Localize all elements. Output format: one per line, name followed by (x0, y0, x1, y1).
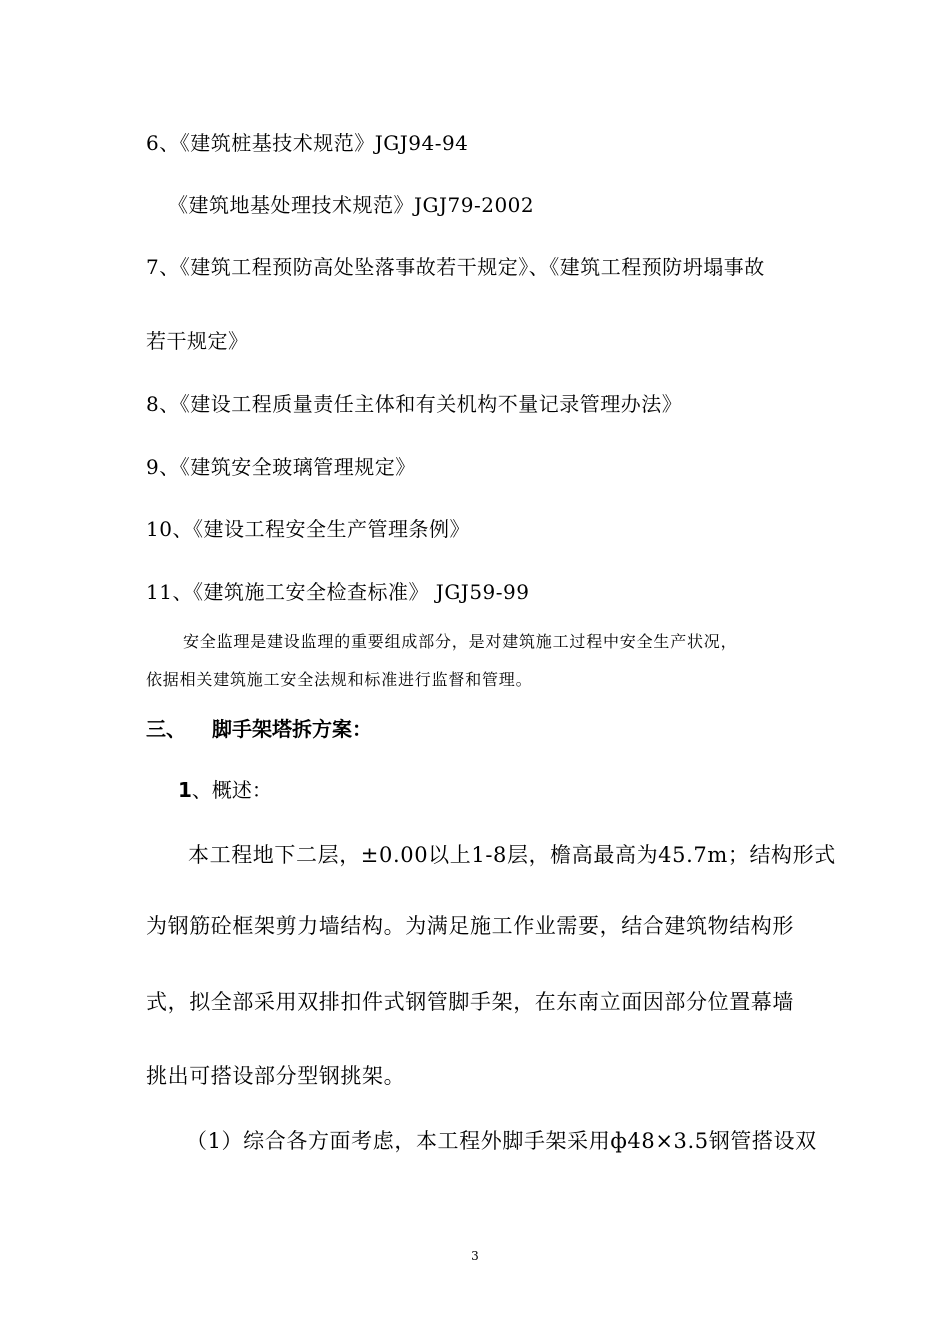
reference-item-6-cont (168, 191, 534, 219)
reference-item-9 (146, 453, 416, 481)
note-line-2: 依据相关建筑施工安全法规和标准进行监督和管理。 (146, 670, 533, 689)
paragraph-line: （1）综合各方面考虑，本工程外脚手架采用ф48×3.5钢管搭设双 (186, 1129, 817, 1153)
reference-number: 6、 (146, 131, 180, 155)
reference-item-8 (146, 390, 682, 418)
reference-text: 若干规定》 (146, 329, 249, 353)
reference-item-6 (146, 129, 468, 157)
reference-number: 7、 (146, 255, 180, 279)
page-number: 3 (471, 1249, 479, 1263)
reference-text: 《建设工程质量责任主体和有关机构不量记录管理办法》 (179, 392, 683, 416)
paragraph-line: 本工程地下二层，±0.00以上1-8层，檐高最高为45.7m；结构形式 (188, 843, 836, 867)
subsection-heading (178, 776, 272, 804)
reference-item-7 (146, 253, 765, 281)
subsection-number: 1 (178, 778, 192, 802)
subsection-title: 、概述： (191, 778, 272, 802)
section-heading (146, 715, 372, 743)
reference-number: 11、 (146, 580, 193, 604)
reference-item-7-cont (146, 327, 249, 355)
reference-text: 《建筑桩基技术规范》JGJ94-94 (179, 131, 469, 155)
reference-text: 《建筑工程预防高处坠落事故若干规定》、《建筑工程预防坍塌事故 (179, 255, 765, 279)
note-line-1: 安全监理是建设监理的重要组成部分，是对建筑施工过程中安全生产状况， (183, 632, 738, 651)
reference-text: 《建筑地基处理技术规范》JGJ79-2002 (168, 193, 535, 217)
reference-number: 8、 (146, 392, 180, 416)
paragraph-line: 挑出可搭设部分型钢挑架。 (146, 1064, 406, 1088)
reference-item-11 (146, 578, 529, 606)
reference-item-10 (146, 515, 470, 543)
reference-text: 《建筑安全玻璃管理规定》 (179, 455, 416, 479)
reference-number: 9、 (146, 455, 180, 479)
paragraph-line: 为钢筋砼框架剪力墙结构。为满足施工作业需要，结合建筑物结构形 (146, 914, 794, 938)
paragraph-line: 式，拟全部采用双排扣件式钢管脚手架，在东南立面因部分位置幕墙 (146, 990, 794, 1014)
reference-number: 10、 (146, 517, 193, 541)
section-number: 三、 (146, 717, 186, 741)
reference-text: 《建筑施工安全检查标准》 JGJ59-99 (192, 580, 530, 604)
reference-text: 《建设工程安全生产管理条例》 (192, 517, 470, 541)
section-title: 脚手架塔拆方案： (212, 717, 372, 741)
